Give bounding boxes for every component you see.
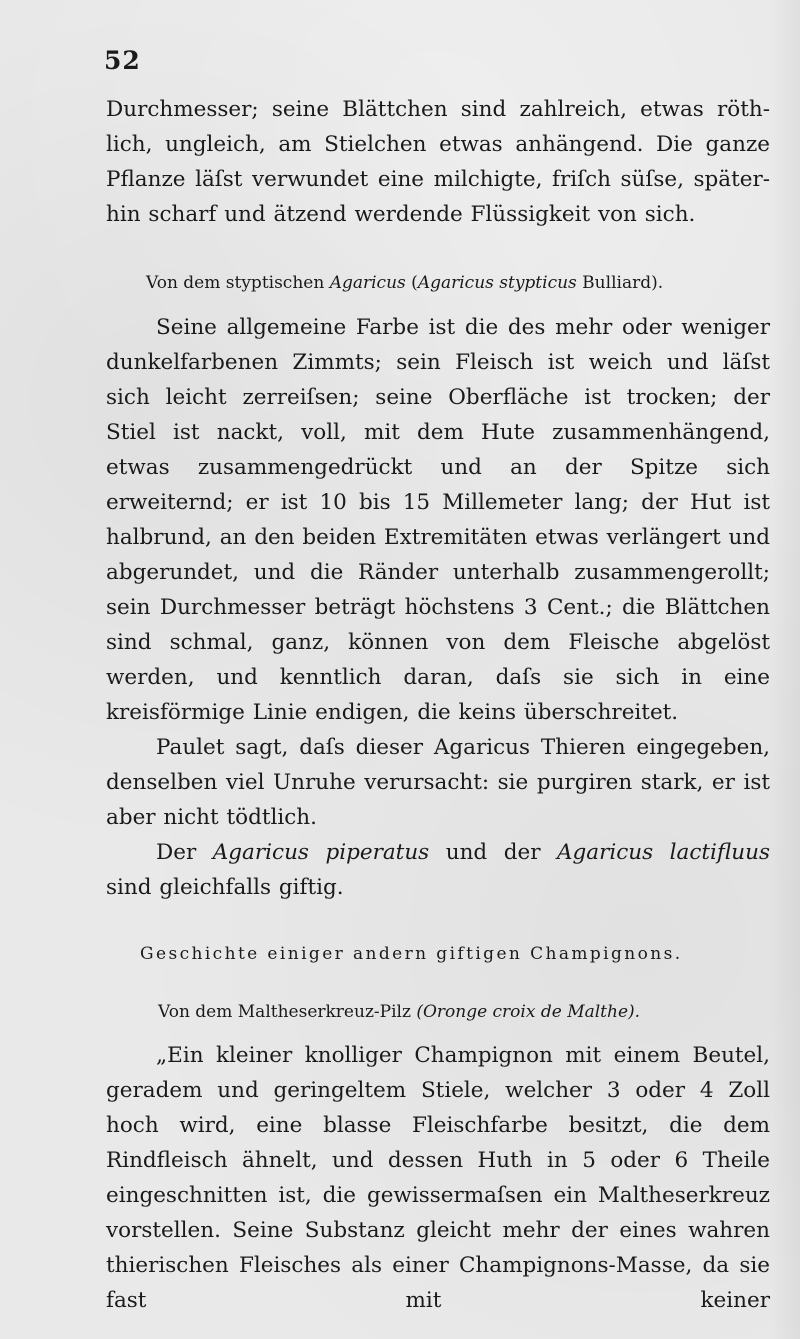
paragraph-other-agarics (106, 835, 770, 905)
section-heading-stypticus (146, 271, 663, 295)
section-heading-other-poisonous: Geschichte einiger andern giftigen Champignons. (140, 944, 683, 964)
text-run: Der (156, 840, 213, 865)
paragraph-text (106, 835, 770, 905)
paragraph-text: Seine allgemeine Farbe ist die des mehr oder weniger dunkelfarbenen Zimmts; sein Fleisch ist weich und läſst sich leicht zerreiſsen; seine Oberfläche ist trocken; der Stiel ist nackt, voll, mit dem Hute zusammenhängend, etwas zusammengedrückt und an der Spitze sich erweiternd; er ist 10 bis 15 Millemeter lang; der Hut ist halbrund, an den beiden Extremitäten etwas verlängert und abgerundet, und die Ränder unterhalb zusammengerollt; sein Durchmesser beträgt höchstens 3 Cent.; die Blättchen sind schmal, ganz, können von dem Fleische abgelöst werden, und kenntlich daran, daſs sie sich in eine kreisförmige Linie endigen, die keins überschreitet. (106, 315, 770, 725)
paragraph-paulet (106, 730, 770, 835)
text-line: Pflanze läſst verwundet eine milchigte, friſch süſse, später- (106, 167, 770, 192)
section-heading-maltheserkreuz (158, 1000, 640, 1024)
paragraph-description (106, 310, 770, 730)
heading-text: ( (405, 273, 418, 293)
text-line: lich, ungleich, am Stielchen etwas anhängend. Die ganze (106, 132, 770, 157)
heading-text: Bulliard). (576, 273, 664, 293)
heading-italic-text: (Oronge croix de Malthe). (416, 1002, 641, 1022)
paragraph-continuation (106, 92, 770, 232)
paragraph-text: „Ein kleiner knolliger Champignon mit einem Beutel, geradem und geringeltem Stiele, welcher 3 oder 4 Zoll hoch wird, eine blasse Fleischfarbe besitzt, die dem Rindfleisch ähnelt, und dessen Huth in 5 oder 6 Theile eingeschnitten ist, die gewissermaſsen ein Maltheserkreuz vorstellen. Seine Substanz gleicht mehr der eines wahren thierischen Fleisches als einer Champignons-Masse, da sie fast mit keiner (106, 1043, 770, 1313)
page-edge-shadow (770, 0, 800, 1339)
text-line: hin scharf und ätzend werdende Flüssigkeit von sich. (106, 202, 696, 227)
page-number: 52 (104, 46, 141, 75)
text-line: Durchmesser; seine Blättchen sind zahlreich, etwas röth- (106, 97, 770, 122)
heading-text: Von dem styptischen (146, 273, 330, 293)
paragraph-maltheserkreuz (106, 1038, 770, 1318)
text-run: und der (429, 840, 557, 865)
species-name: Agaricus lactifluus (556, 840, 771, 865)
paragraph-text: Paulet sagt, daſs dieser Agaricus Thieren eingegeben, denselben viel Unruhe verursacht: sie purgiren stark, er ist aber nicht tödtlich. (106, 735, 770, 830)
heading-italic-text: Agaricus stypticus (417, 273, 577, 293)
heading-text: Von dem Maltheserkreuz-Pilz (158, 1002, 417, 1022)
species-name: Agaricus piperatus (212, 840, 430, 865)
text-run: sind gleichfalls giftig. (106, 875, 344, 900)
heading-italic-text: Agaricus (329, 273, 406, 293)
